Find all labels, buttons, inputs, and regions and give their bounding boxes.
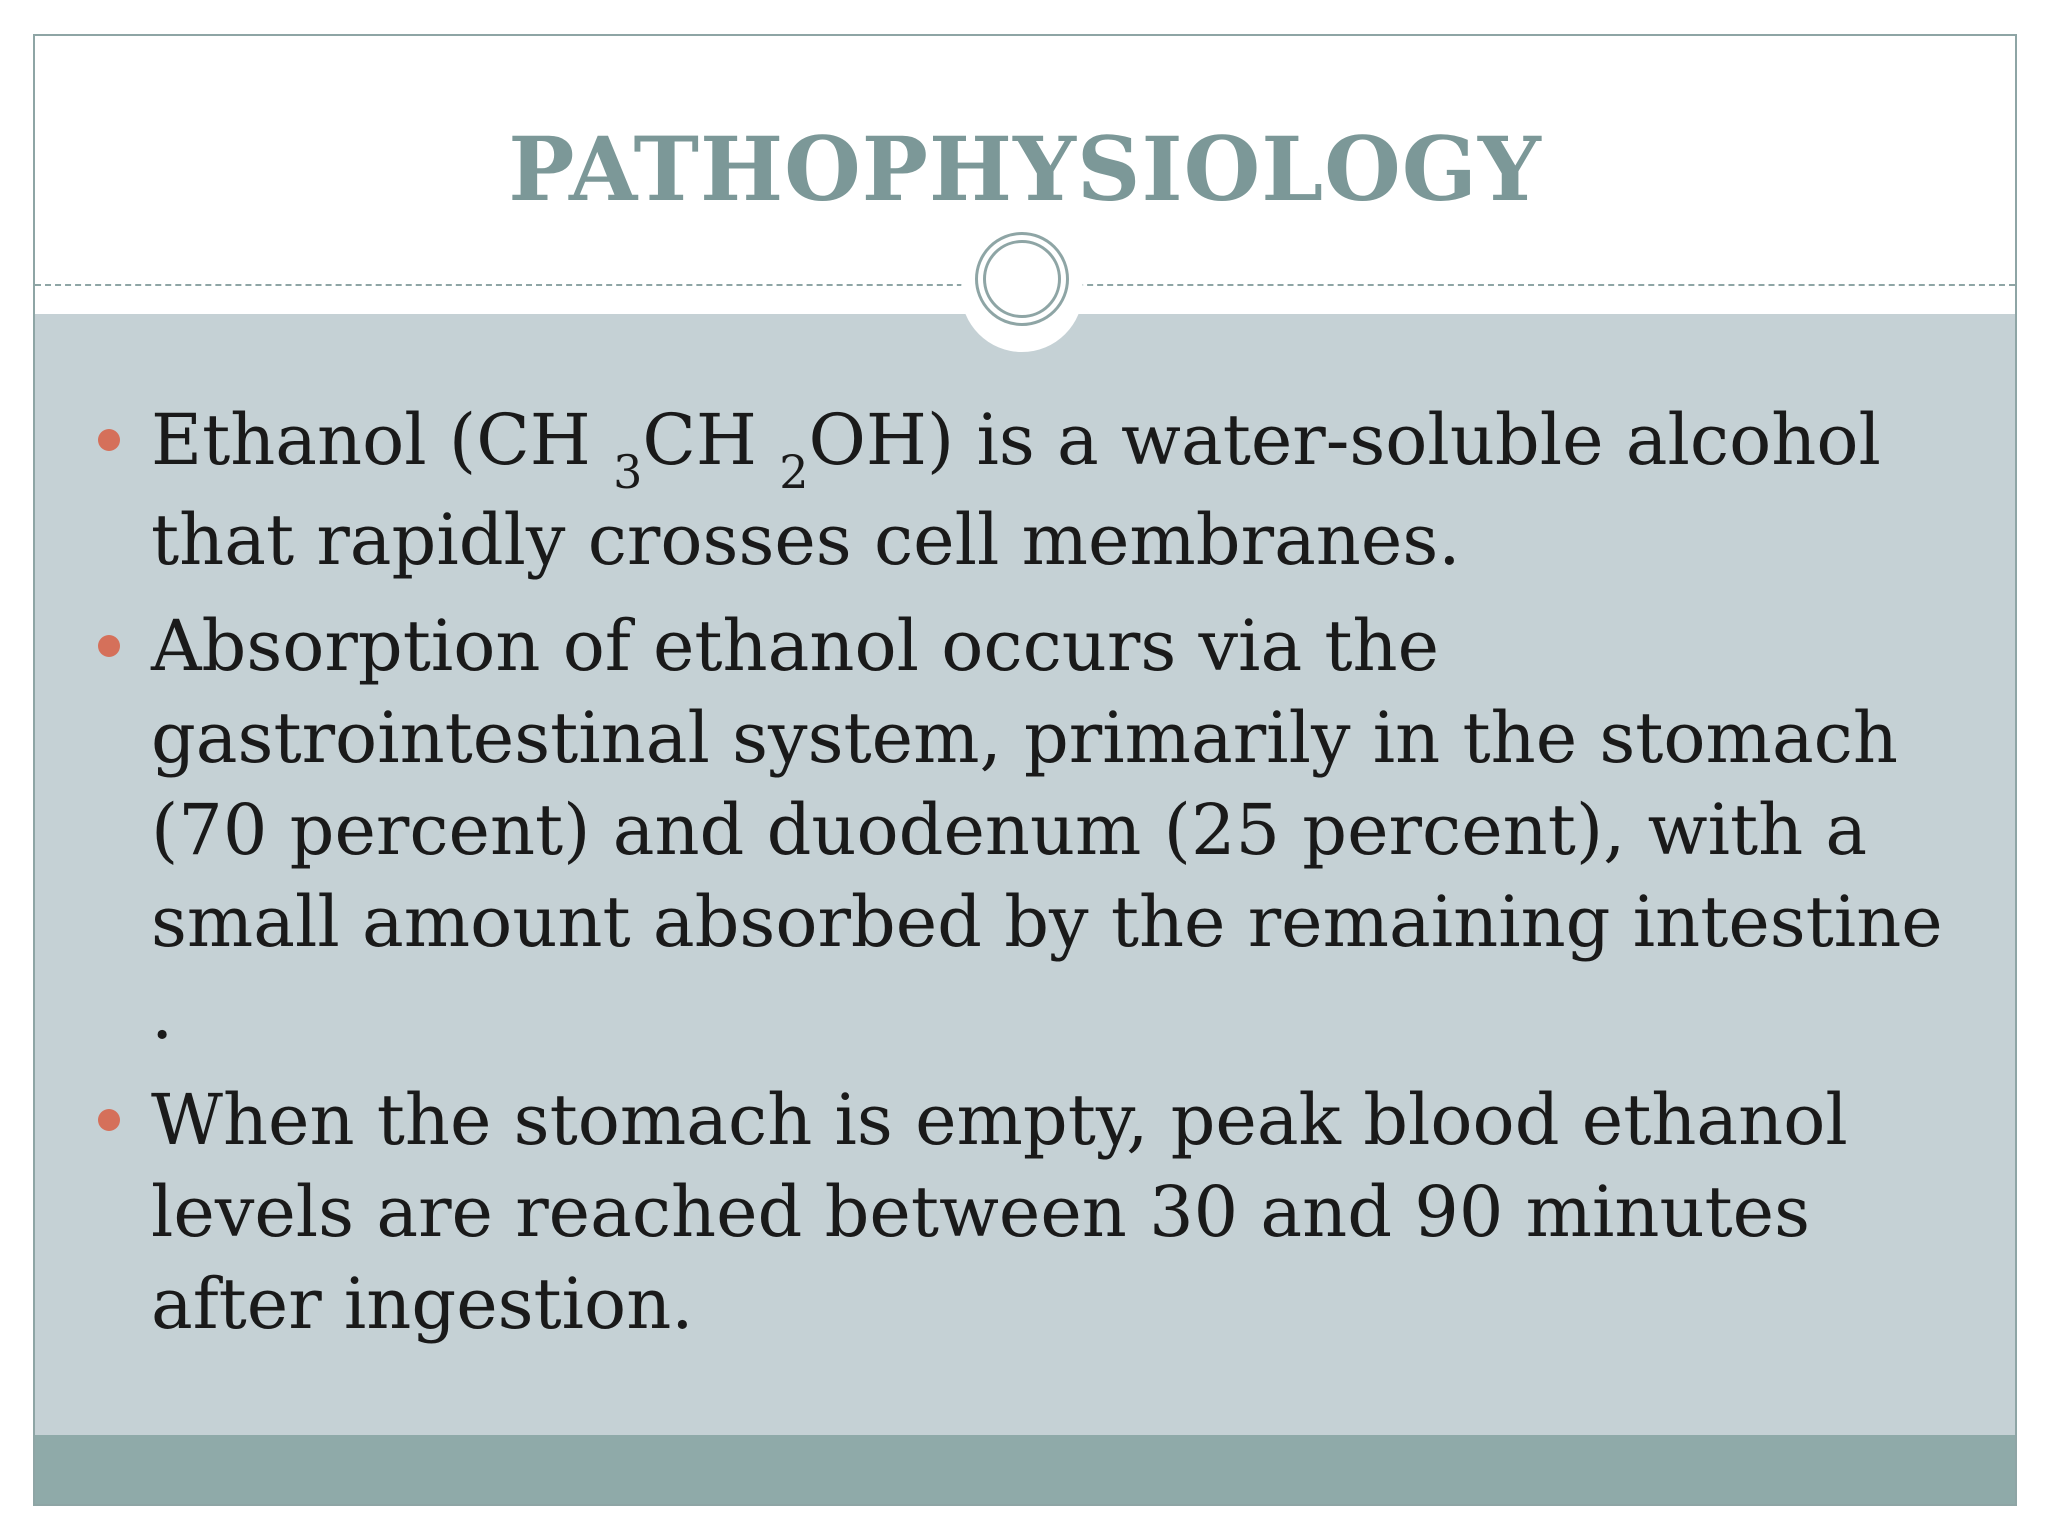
bullet-text-part: Ethanol (CH [151, 399, 614, 481]
slide [33, 34, 2017, 1506]
bullet-text: When the stomach is empty, peak blood ethanol levels are reached between 30 and 90 minutes after ingestion. [151, 1079, 1848, 1345]
footer-bar [35, 1435, 2015, 1504]
bullet-item [35, 1074, 2015, 1350]
bullet-dot-icon [98, 1109, 120, 1131]
subscript-3: 3 [613, 445, 643, 499]
medallion-inner-ring-icon [983, 240, 1061, 318]
slide-title: PATHOPHYSIOLOGY [508, 117, 1542, 221]
bullet-dot-icon [98, 429, 120, 451]
subscript-2: 2 [779, 445, 809, 499]
bullet-item [35, 600, 2015, 1060]
bullet-dot-icon [98, 635, 120, 657]
bullet-item [35, 394, 2015, 586]
bullet-text-part: CH [642, 399, 780, 481]
bullet-list [35, 394, 2015, 1364]
bullet-text: Absorption of ethanol occurs via the gastrointestinal system, primarily in the stomach (70 percent) and duodenum (25 percent), with a small amount absorbed by the remaining intestine . [151, 605, 1943, 1055]
bullet-text-part: OH) is a water-soluble alcohol that rapidly crosses cell membranes. [151, 399, 1881, 581]
